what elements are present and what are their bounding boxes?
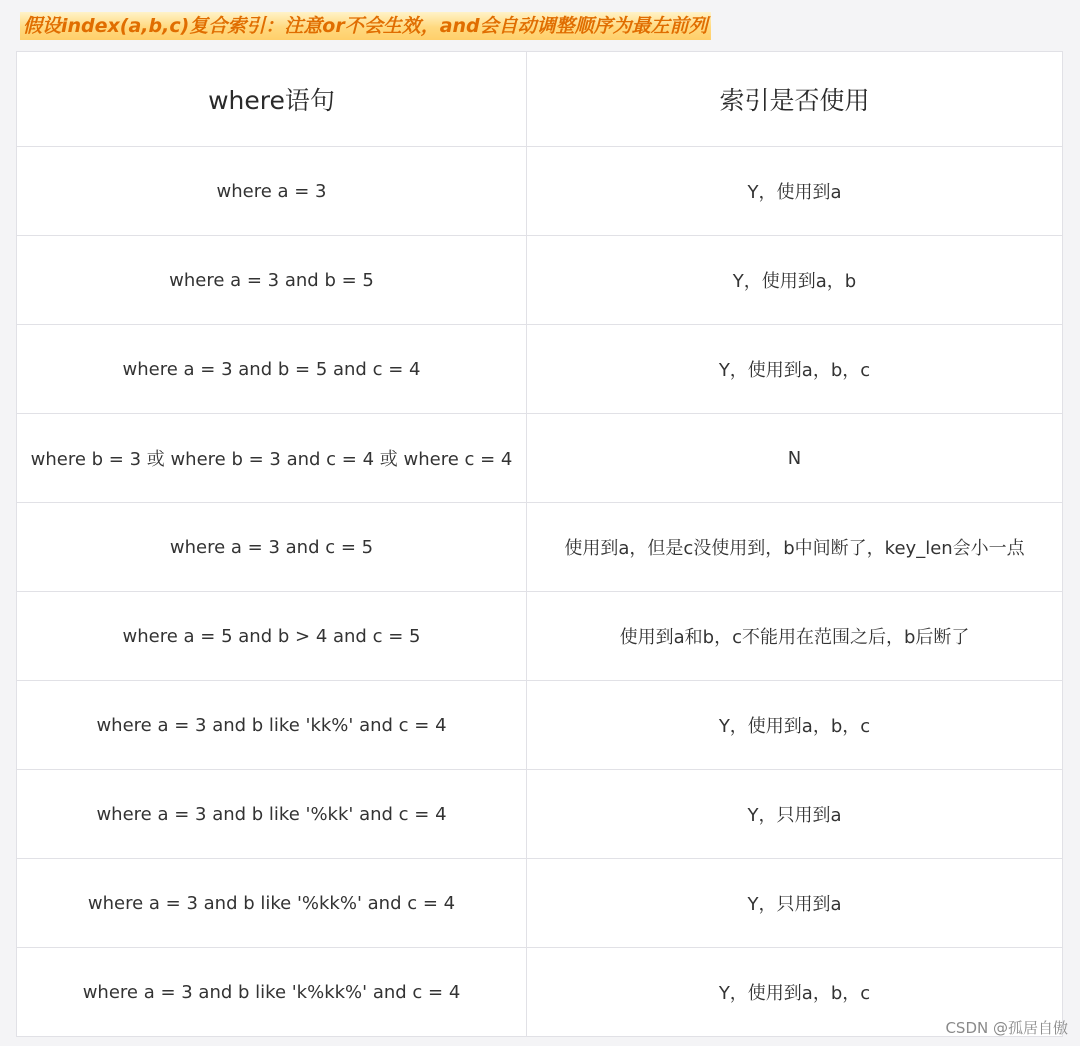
index-used-cell: Y，使用到a，b，c <box>527 948 1063 1037</box>
where-clause-cell: where a = 3 and b like '%kk' and c = 4 <box>17 770 527 859</box>
table-row <box>17 948 1063 1037</box>
index-used-cell: 使用到a，但是c没使用到，b中间断了，key_len会小一点 <box>527 503 1063 592</box>
where-clause-cell: where a = 3 and b = 5 and c = 4 <box>17 325 527 414</box>
where-clause-cell: where a = 3 and b like '%kk%' and c = 4 <box>17 859 527 948</box>
table-row <box>17 325 1063 414</box>
table-header-row <box>17 52 1063 147</box>
index-used-cell: N <box>527 414 1063 503</box>
table-row <box>17 592 1063 681</box>
header-where-clause: where语句 <box>17 52 527 147</box>
table-row <box>17 770 1063 859</box>
index-used-cell: Y，只用到a <box>527 770 1063 859</box>
index-used-cell: Y，使用到a <box>527 147 1063 236</box>
table-row <box>17 414 1063 503</box>
table-row <box>17 859 1063 948</box>
where-clause-cell: where a = 5 and b > 4 and c = 5 <box>17 592 527 681</box>
index-used-cell: Y，使用到a，b，c <box>527 325 1063 414</box>
heading-container <box>20 10 711 42</box>
header-index-used: 索引是否使用 <box>527 52 1063 147</box>
index-usage-table <box>16 51 1063 1037</box>
index-used-cell: Y，使用到a，b <box>527 236 1063 325</box>
index-used-cell: 使用到a和b，c不能用在范围之后，b后断了 <box>527 592 1063 681</box>
table-row <box>17 147 1063 236</box>
where-clause-cell: where a = 3 and b like 'k%kk%' and c = 4 <box>17 948 527 1037</box>
where-clause-cell: where a = 3 and b like 'kk%' and c = 4 <box>17 681 527 770</box>
where-clause-cell: where b = 3 或 where b = 3 and c = 4 或 where c = 4 <box>17 414 527 503</box>
where-clause-cell: where a = 3 and c = 5 <box>17 503 527 592</box>
table-row <box>17 503 1063 592</box>
index-used-cell: Y，使用到a，b，c <box>527 681 1063 770</box>
table-row <box>17 681 1063 770</box>
page-heading: 假设index(a,b,c)复合索引：注意or不会生效，and会自动调整顺序为最左前列 <box>20 12 711 40</box>
csdn-watermark: CSDN @孤居自傲 <box>945 1019 1068 1037</box>
index-used-cell: Y，只用到a <box>527 859 1063 948</box>
where-clause-cell: where a = 3 and b = 5 <box>17 236 527 325</box>
where-clause-cell: where a = 3 <box>17 147 527 236</box>
table-row <box>17 236 1063 325</box>
